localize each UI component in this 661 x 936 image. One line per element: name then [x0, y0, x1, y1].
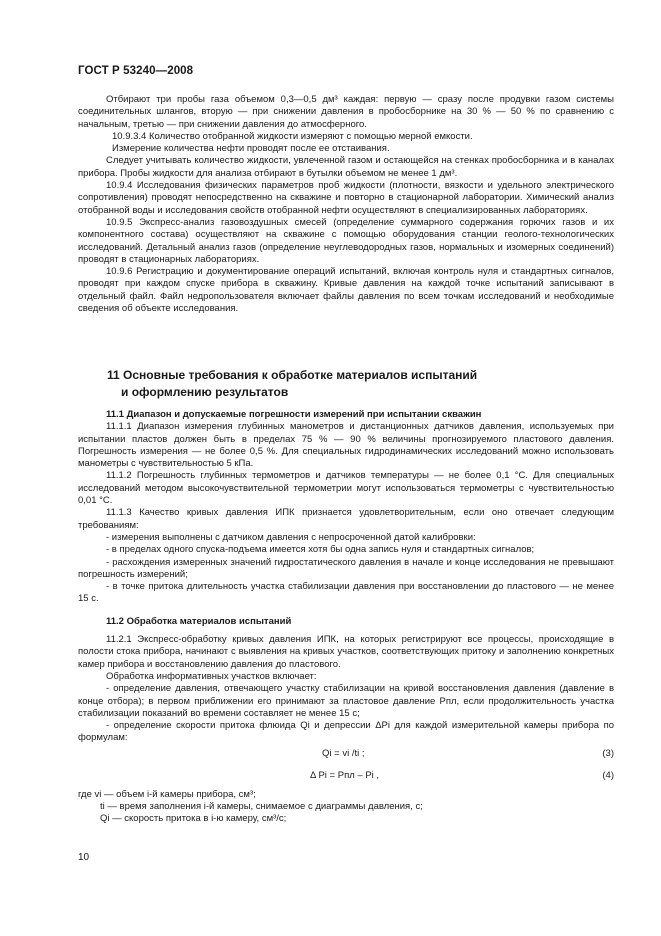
formula-4-expression: Δ Pi = Pпл – Pi ,	[310, 769, 380, 781]
section-11-title-line2: и оформлению результатов	[121, 384, 289, 399]
section-11-heading	[107, 367, 587, 400]
paragraph: 11.1.2 Погрешность глубинных термометров и датчиков температуры — не более 0,1 °С. Для специальных исследований методом высокочувствительной термометрии могут использоваться термометры с чувствительностью 0,01 °С.	[78, 470, 614, 507]
formula-3	[78, 745, 614, 767]
section-11-body	[78, 409, 614, 826]
subsection-11-2-title: 11.2 Обработка материалов испытаний	[106, 615, 292, 627]
paragraph: Измерение количества нефти проводят после ее отстаивания.	[112, 143, 390, 155]
page-number: 10	[78, 852, 90, 863]
paragraph: 11.1.1 Диапазон измерения глубинных манометров и дистанционных датчиков давления, используемых при испытании пластов должен быть в пределах 75 % — 90 % величины прогнозируемого пластового давления. Погрешность измерения — не более 0,5 %. Для специальных гидродинамических исследований можно использовать манометры с чувствительностью 5 кПа.	[78, 421, 614, 470]
section-11-title-line1: 11 Основные требования к обработке материалов испытаний	[107, 368, 478, 382]
paragraph: 10.9.6 Регистрацию и документирование операций испытаний, включая контроль нуля и стандартных сигналов, проводят при каждом спуске прибора в скважину. Кривые давления на каждой точке испытаний записывают в отдельный файл. Файл недропользователя включает файлы давления по всем точкам исследований и необходимые сведения об объекте исследования.	[78, 266, 614, 315]
paragraph: - определение давления, отвечающего участку стабилизации на кривой восстановления давления (давление в конце отбора); в первом приближении его принимают за пластовое давление Pпл, если продолжительность участка стабилизации показаний во времени составляет не менее 15 с;	[78, 683, 614, 719]
paragraph: 10.9.4 Исследования физических параметров проб жидкости (плотности, вязкости и удельного электрического сопротивления) проводят непосредственно на скважине и повторно в стационарной лаборатории. Химический анализ отобранной воды и исследования свойств отобранной нефти осуществляют в специализированных лабораториях.	[78, 180, 614, 216]
paragraph: Отбирают три пробы газа объемом 0,3—0,5 дм³ каждая: первую — сразу после продувки газом системы соединительных шлангов, вторую — при снижении давления в пробосборнике на 30 % — 50 % по сравнению с начальным, третью — при снижении давления до атмосферного.	[78, 94, 614, 130]
formula-3-expression: Qi = vi /ti ;	[322, 747, 365, 759]
definition-line: ti — время заполнения i-й камеры, снимаемое с диаграммы давления, с;	[100, 801, 423, 813]
document-header: ГОСТ Р 53240—2008	[78, 65, 194, 77]
paragraph: 10.9.3.4 Количество отобранной жидкости измеряют с помощью мерной емкости.	[112, 130, 473, 142]
paragraph: Обработка информативных участков включает:	[106, 670, 317, 682]
list-item: - расхождения измеренных значений гидростатического давления в начале и конце исследования не превышают погрешность измерений;	[78, 556, 614, 580]
subsection-11-1-title: 11.1 Диапазон и допускаемые погрешности измерений при испытании скважин	[106, 409, 482, 420]
paragraph: 11.1.3 Качество кривых давления ИПК признается удовлетворительным, если оно отвечает следующим требованиям:	[78, 507, 614, 531]
paragraph: - определение скорости притока флюида Qi и депрессии ΔPi для каждой измерительной камеры прибора по формулам:	[78, 720, 614, 744]
formula-4-number: (4)	[602, 769, 614, 781]
formula-3-number: (3)	[602, 747, 614, 759]
list-item: - в точке притока длительность участка стабилизации давления при восстановлении до пластового — не менее 15 с.	[78, 581, 614, 605]
paragraph: 11.2.1 Экспресс-обработку кривых давления ИПК, на которых регистрируют все процессы, происходящие в полости стока прибора, начинают с выявления на кривых участков, соответствующих притоку и заполнению конкретных камер прибора и восстановлению давления до пластового.	[78, 634, 614, 670]
definition-line: где vi — объем i-й камеры прибора, см³;	[78, 788, 256, 800]
definition-line: Qi — скорость притока в i-ю камеру, см³/с;	[100, 813, 287, 825]
list-item: - измерения выполнены с датчиком давления с непросроченной датой калибровки:	[106, 531, 476, 543]
paragraph: Следует учитывать количество жидкости, увлеченной газом и остающейся на стенках пробосборника и в каналах прибора. Пробы жидкости для анализа отбирают в бутылки объемом не менее 1 дм³.	[78, 155, 614, 179]
definitions	[78, 789, 614, 826]
top-text-block	[78, 94, 614, 315]
paragraph: 10.9.5 Экспресс-анализ газовоздушных смесей (определение суммарного содержания горючих газов и их компонентного состава) осуществляют на скважине с помощью оборудования станции геолого-технологических исследований. Детальный анализ газов (определение неуглеводородных газов, нормальных и изомерных соединений) проводят в стационарных лабораториях.	[78, 216, 614, 265]
list-item: - в пределах одного спуска-подъема имеется хотя бы одна запись нуля и стандартных сигналов;	[106, 544, 535, 556]
formula-4	[78, 767, 614, 789]
